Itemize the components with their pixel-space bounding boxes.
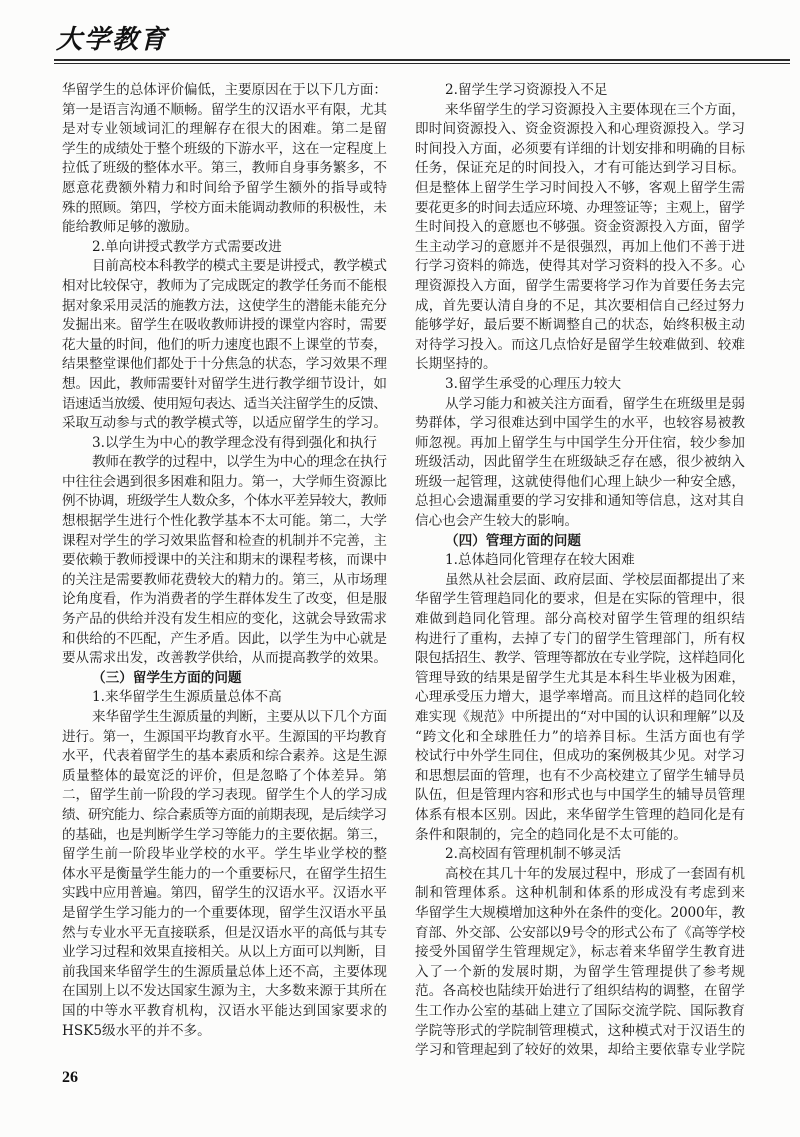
text-line: 相对比较保守，教师为了完成既定的教学任务而不能根 — [62, 277, 387, 294]
text-line: 校试行中外学生同住，但成功的案例极其少见。对学习 — [415, 748, 746, 765]
text-line: 第一是语言沟通不顺畅。留学生的汉语水平有限，尤其 — [62, 101, 387, 118]
text-line: 任务，保证充足的时间投入，才有可能达到学习目标。 — [415, 160, 746, 177]
text-line: “跨文化和全球胜任力”的培养目标。生活方面也有学 — [415, 728, 746, 745]
text-line: 构进行了重构，去掉了专门的留学生管理部门，所有权 — [415, 630, 746, 647]
subsection-heading: 2.单向讲授式教学方式需要改进 — [92, 238, 282, 255]
text-line: 愿意花费额外精力和时间给予留学生额外的指导或特 — [62, 179, 388, 196]
text-line: 在国别上以不发达国家生源为主，大多数来源于其所在 — [62, 983, 387, 1000]
paragraph — [415, 571, 745, 845]
text-line: 信心也会产生较大的影响。 — [415, 513, 579, 530]
text-line: 要花更多的时间去适应环境、办理签证等；主观上，留学 — [415, 199, 745, 216]
text-line: 成，首先要认清自身的不足，其次要相信自己经过努力 — [415, 297, 746, 314]
text-line: 语速适当放缓、使用短句表达、适当关注留学生的反馈、 — [62, 395, 387, 412]
text-line: 水平，代表着留学生的基本素质和综合素养。这是生源 — [62, 748, 387, 765]
text-line: 条件和限制的，完全的趋同化是不太可能的。 — [415, 826, 687, 843]
text-line: 实践中应用普遍。第四，留学生的汉语水平。汉语水平 — [62, 885, 387, 902]
paragraph-continued — [62, 81, 387, 238]
text-line: 行学习资料的筛选，使得其对学习资料的投入不多。心 — [415, 258, 746, 275]
text-line: 业学习过程和效果直接相关。从以上方面可以判断，目 — [62, 944, 387, 961]
text-line: 例不协调，班级学生人数众多，个体水平差异较大，教师 — [62, 493, 387, 510]
text-line: 队伍，但是管理内容和形式也与中国学生的辅导员管理 — [415, 787, 746, 804]
text-line: 限包括招生、教学、管理等都放在专业学院，这样趋同化 — [415, 650, 745, 667]
text-line: 想。因此，教师需要针对留学生进行教学细节设计，如 — [62, 375, 387, 392]
text-line: 即时间资源投入、资金资源投入和心理资源投入。学习 — [415, 121, 746, 138]
text-line: 学生的成绩处于整个班级的下游水平，这在一定程度上 — [62, 140, 387, 157]
text-line: 花大量的时间，他们的听力速度也跟不上课堂的节奏， — [62, 336, 387, 353]
text-line: 据对象采用灵活的施教方法，这使学生的潜能未能充分 — [62, 297, 387, 314]
subsection-heading: 3.留学生承受的心理压力较大 — [445, 375, 622, 392]
text-line: 务产品的供给并没有发生相应的变化，这就会导致需求 — [62, 611, 387, 628]
text-line: 总担心会遗漏重要的学习安排和通知等信息，这对其自 — [415, 493, 746, 510]
left-column — [62, 81, 387, 1041]
text-line: 殊的照顾。第四，学校方面未能调动教师的积极性，未 — [62, 199, 387, 216]
text-line: 生时间投入的意愿也不够强。资金资源投入方面，留学 — [415, 219, 746, 236]
text-line: 国的中等水平教育机构，汉语水平能达到国家要求的 — [62, 1002, 388, 1019]
text-line: 体水平是衡量学生能力的一个重要标尺，在留学生招生 — [62, 865, 387, 882]
text-line: 虽然从社会层面、政府层面、学校层面都提出了来 — [445, 571, 746, 588]
text-line: 拉低了班级的整体水平。第三，教师自身事务繁多，不 — [62, 160, 387, 177]
text-line: 然与专业水平无直接联系，但是汉语水平的高低与其专 — [62, 924, 387, 941]
subsection-heading: 1.总体趋同化管理存在较大困难 — [445, 552, 635, 569]
text-line: 但是整体上留学生学习时间投入不够，客观上留学生需 — [415, 179, 746, 196]
text-line: 教师在教学的过程中，以学生为中心的理念在执行 — [92, 454, 387, 471]
text-line: 体系有根本区别。因此，来华留学生管理的趋同化是有 — [415, 806, 746, 823]
text-line: 师忽视。再加上留学生与中国学生分开住宿，较少参加 — [415, 434, 746, 451]
text-line: 想根据学生进行个性化教学基本不太可能。第二，大学 — [62, 513, 387, 530]
text-line: 心理承受压力增大，退学率增高。而且这样的趋同化较 — [415, 689, 746, 706]
paragraph — [62, 708, 387, 1041]
page-number: 26 — [62, 1069, 78, 1086]
text-line: 是留学生学习能力的一个重要体现，留学生汉语水平虽 — [62, 904, 387, 921]
text-line: 目前高校本科教学的模式主要是讲授式，教学模式 — [92, 258, 387, 275]
text-line: 留学生前一阶段毕业学校的水平。学生毕业学校的整 — [62, 846, 388, 863]
text-line: 管理导致的结果是留学生尤其是本科生毕业极为困难， — [415, 669, 746, 686]
text-line: 发掘出来。留学生在吸收教师讲授的课堂内容时，需要 — [62, 317, 387, 334]
text-line: 中往往会遇到很多困难和阻力。第一，大学师生资源比 — [62, 473, 387, 490]
text-line: 是对专业领域词汇的理解存在很大的困难。第二是留 — [62, 121, 388, 138]
right-column — [415, 81, 745, 1061]
text-line: 学院等形式的学院制管理模式，这种模式对于汉语生的 — [415, 1022, 746, 1039]
text-line: 华留学生大规模增加这种外在条件的变化。2000年，教 — [415, 904, 745, 921]
section-heading: （四）管理方面的问题 — [445, 532, 581, 549]
text-line: 前我国来华留学生的生源质量总体上还不高，主要体现 — [62, 963, 387, 980]
text-line: 理资源投入方面，留学生需要将学习作为首要任务去完 — [415, 277, 746, 294]
text-line: 生工作办公室的基础上建立了国际交流学院、国际教育 — [415, 1002, 746, 1019]
text-line: 课程对学生的学习效果监督和检查的机制并不完善，主 — [62, 532, 387, 549]
subsection-heading: 2.留学生学习资源投入不足 — [445, 82, 608, 98]
text-line: 华留学生管理趋同化的要求，但是在实际的管理中，很 — [415, 591, 746, 608]
text-line: 势群体，学习很难达到中国学生的水平，也较容易被教 — [415, 415, 746, 432]
paragraph — [415, 865, 745, 1061]
text-line: 华留学生的总体评价偏低，主要原因在于以下几方面： — [62, 82, 387, 98]
text-line: 对待学习投入。而这几点恰好是留学生较难做到、较难 — [415, 336, 746, 353]
text-line: 和供给的不匹配，产生矛盾。因此，以学生为中心就是 — [62, 630, 387, 647]
subsection-heading: 3.以学生为中心的教学理念没有得到强化和执行 — [92, 434, 377, 451]
subsection-heading: 1.来华留学生生源质量总体不高 — [92, 689, 282, 706]
text-line: 二，留学生前一阶段的学习表现。留学生个人的学习成 — [62, 787, 387, 804]
text-line: 时间投入方面，必须要有详细的计划安排和明确的目标 — [415, 140, 746, 157]
text-line: 育部、外交部、公安部以9号令的形式公布了《高等学校 — [415, 924, 745, 941]
paragraph — [62, 453, 387, 669]
text-line: 入了一个新的发展时期，为留学生管理提供了参考规 — [415, 963, 746, 980]
text-line: 要从需求出发，改善教学供给，从而提高教学的效果。 — [62, 650, 387, 667]
text-line: 难实现《规范》中所提出的“对中国的认识和理解”以及 — [415, 709, 746, 725]
text-line: 班级一起管理，这就使得他们心理上缺少一种安全感， — [415, 473, 746, 490]
text-line: 高校在其几十年的发展过程中，形成了一套固有机 — [445, 865, 746, 882]
paragraph — [62, 257, 387, 433]
text-line: 范。各高校也陆续开始进行了组织结构的调整，在留学 — [415, 983, 746, 1000]
text-line: 从学习能力和被关注方面看，留学生在班级里是弱 — [445, 395, 746, 412]
text-line: 论角度看，作为消费者的学生群体发生了改变，但是服 — [62, 591, 387, 608]
text-line: 的关注是需要教师花费较大的精力的。第三，从市场理 — [62, 571, 387, 588]
text-line: 难做到趋同化管理。部分高校对留学生管理的组织结 — [415, 611, 746, 628]
text-line: 生主动学习的意愿并不是很强烈，再加上他们不善于进 — [415, 238, 746, 255]
paragraph — [415, 101, 745, 375]
text-line: 班级活动，因此留学生在班级缺乏存在感，很少被纳入 — [415, 454, 746, 471]
paragraph — [415, 395, 745, 532]
text-line: 来华留学生的学习资源投入主要体现在三个方面， — [445, 101, 746, 118]
journal-title: 大学教育 — [56, 25, 169, 55]
subsection-heading: 2.高校固有管理机制不够灵活 — [445, 846, 622, 863]
text-line: 绩、研究能力、综合素质等方面的前期表现，是后续学习 — [62, 806, 387, 823]
text-line: 学习和管理起到了较好的效果，却给主要依靠专业学院 — [415, 1042, 746, 1059]
header-rule — [54, 59, 790, 64]
text-line: 来华留学生生源质量的判断，主要从以下几个方面 — [92, 709, 387, 725]
text-line: HSK5级水平的并不多。 — [62, 1022, 211, 1039]
text-line: 结果整堂课他们都处于十分焦急的状态，学习效果不理 — [62, 356, 387, 373]
text-line: 能够学好，最后要不断调整自己的状态，始终积极主动 — [415, 317, 746, 334]
text-line: 质量整体的最宽泛的评价，但是忽略了个体差异。第 — [62, 767, 388, 784]
text-line: 采取互动参与式的教学模式等，以适应留学生的学习。 — [62, 415, 387, 432]
text-line: 和思想层面的管理，也有不少高校建立了留学生辅导员 — [415, 767, 746, 784]
text-line: 进行。第一，生源国平均教育水平。生源国的平均教育 — [62, 728, 387, 745]
text-line: 能给教师足够的激励。 — [62, 219, 198, 236]
text-line: 接受外国留学生管理规定》，标志着来华留学生教育进 — [415, 944, 746, 961]
text-line: 要依赖于教师授课中的关注和期末的课程考核，而课中 — [62, 552, 387, 569]
section-heading: （三）留学生方面的问题 — [92, 669, 242, 686]
text-line: 长期坚持的。 — [415, 356, 497, 373]
text-line: 的基础，也是判断学生学习等能力的主要依据。第三， — [62, 826, 387, 843]
text-line: 制和管理体系。这种机制和体系的形成没有考虑到来 — [415, 885, 746, 902]
